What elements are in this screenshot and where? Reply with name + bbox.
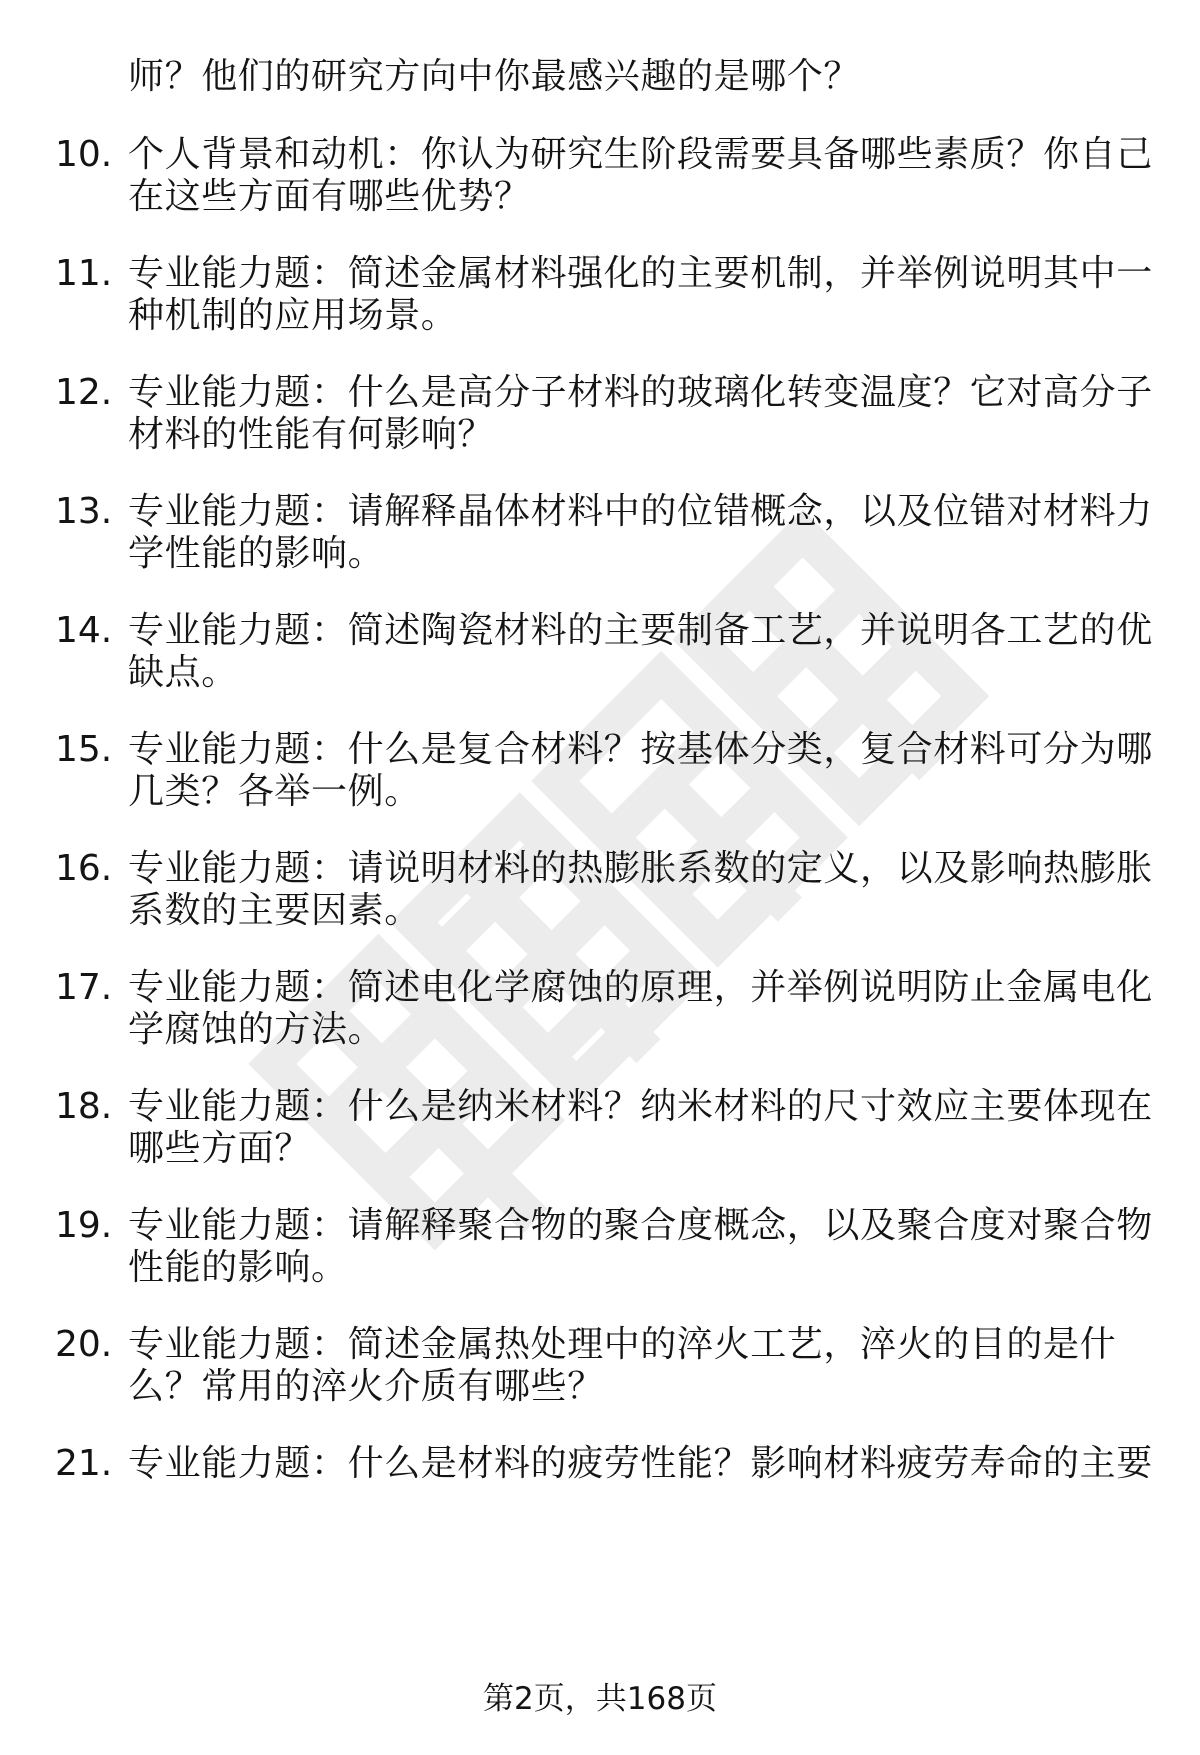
- item-text: 专业能力题：简述金属热处理中的淬火工艺，淬火的目的是什: [128, 1324, 1117, 1365]
- item-text: 哪些方面？: [128, 1128, 312, 1169]
- item-text: 性能的影响。: [128, 1247, 348, 1288]
- item-number: 18.: [55, 1086, 113, 1127]
- item-number: 11.: [55, 253, 113, 294]
- item-text: 学腐蚀的方法。: [128, 1009, 385, 1050]
- item-text: 材料的性能有何影响？: [128, 414, 495, 455]
- item-text: 么？常用的淬火介质有哪些？: [128, 1366, 604, 1407]
- item-text: 专业能力题：什么是材料的疲劳性能？影响材料疲劳寿命的主要: [128, 1443, 1153, 1484]
- item-text: 专业能力题：简述电化学腐蚀的原理，并举例说明防止金属电化: [128, 967, 1153, 1008]
- item-text: 专业能力题：什么是复合材料？按基体分类，复合材料可分为哪: [128, 729, 1153, 770]
- item-text: 个人背景和动机：你认为研究生阶段需要具备哪些素质？你自己: [128, 134, 1153, 175]
- item-number: 14.: [55, 610, 113, 651]
- item-text: 学性能的影响。: [128, 533, 385, 574]
- item-number: 10.: [55, 134, 113, 175]
- item-text: 专业能力题：请解释聚合物的聚合度概念，以及聚合度对聚合物: [128, 1205, 1153, 1246]
- item-text: 专业能力题：请说明材料的热膨胀系数的定义，以及影响热膨胀: [128, 848, 1153, 889]
- item-text: 系数的主要因素。: [128, 890, 421, 931]
- item-text: 专业能力题：什么是纳米材料？纳米材料的尺寸效应主要体现在: [128, 1086, 1153, 1127]
- continuation-text: 师？他们的研究方向中你最感兴趣的是哪个？: [128, 56, 861, 97]
- item-number: 16.: [55, 848, 113, 889]
- item-number: 13.: [55, 491, 113, 532]
- item-text: 专业能力题：简述金属材料强化的主要机制，并举例说明其中一: [128, 253, 1153, 294]
- item-number: 12.: [55, 372, 113, 413]
- item-number: 21.: [55, 1443, 113, 1484]
- item-text: 种机制的应用场景。: [128, 295, 458, 336]
- item-number: 19.: [55, 1205, 113, 1246]
- item-text: 专业能力题：什么是高分子材料的玻璃化转变温度？它对高分子: [128, 372, 1153, 413]
- item-text: 缺点。: [128, 652, 238, 693]
- item-text: 专业能力题：请解释晶体材料中的位错概念，以及位错对材料力: [128, 491, 1153, 532]
- item-text: 几类？各举一例。: [128, 771, 421, 812]
- item-number: 17.: [55, 967, 113, 1008]
- item-text: 在这些方面有哪些优势？: [128, 176, 531, 217]
- page-footer: 第2页，共168页: [483, 1681, 717, 1717]
- item-number: 15.: [55, 729, 113, 770]
- item-number: 20.: [55, 1324, 113, 1365]
- item-text: 专业能力题：简述陶瓷材料的主要制备工艺，并说明各工艺的优: [128, 610, 1153, 651]
